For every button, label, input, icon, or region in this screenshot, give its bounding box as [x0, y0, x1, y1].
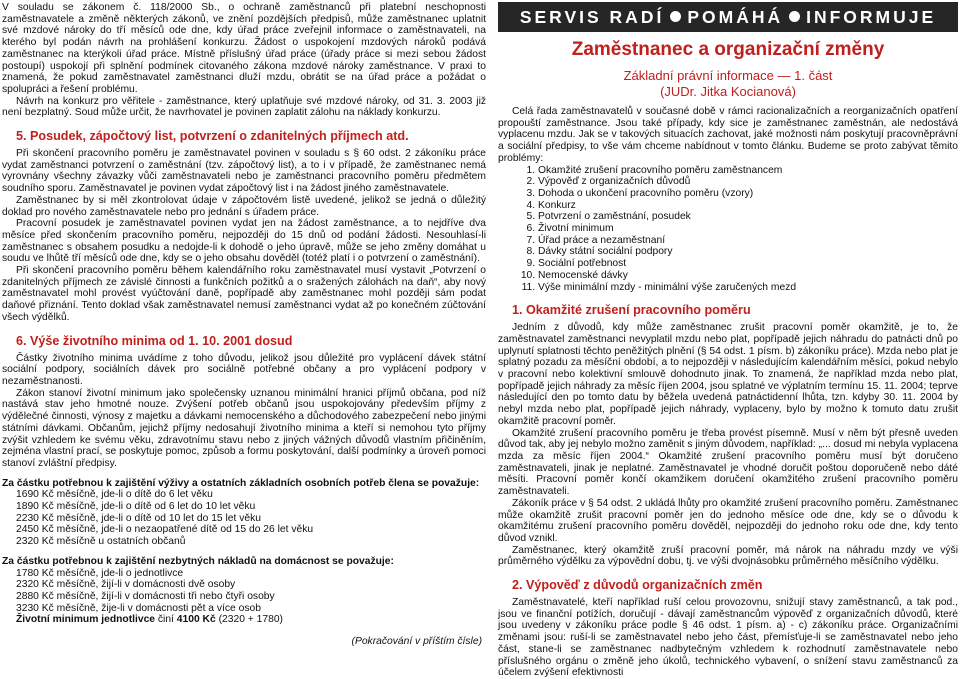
section-heading: 5. Posudek, zápočtový list, potvrzení o zdanitelných příjmech atd. [16, 129, 409, 144]
banner-word: SERVIS RADÍ [519, 7, 665, 27]
final-prefix: Životní minimum jednotlivce [16, 614, 156, 626]
article-title: Zaměstnanec a organizační změny [571, 39, 885, 60]
intro-paragraph: Celá řada zaměstnavatelů v současné době v rámci racionalizačních a reorganizačních opatření propouští zaměstnance. Jsou také případy, kdy sice je zaměstnanec zaměstnán, ale nedostává vyplacenu mzdu. Jak se v takových situacích zachovat, jaké možnosti nám poskytují pracovněprávní a sociální předpisy, to vše vám chceme nabídnout v tomto článku. Budeme se proto zabývat těmito problémy: [498, 106, 958, 164]
list-item: 8. Dávky státní sociální podpory [538, 246, 958, 258]
section-paragraph: Zákoník práce v § 54 odst. 2 ukládá lhůty pro okamžité zrušení pracovního poměru. Zaměstnanec může okamžitě zrušit pracovní poměr jen do jednoho měsíce ode dne, kdy se o důvodu k okamžitému zrušení pracovního poměru dověděl, nejpozději do jednoho roku ode dne, kdy tento důvod vznikl. [498, 497, 958, 544]
continuation-note: (Pokračování v příštím čísle) [351, 636, 482, 648]
list-item: 2230 Kč měsíčně, jde-li o dítě od 10 let do 15 let věku [16, 512, 261, 524]
household-heading: Za částku potřebnou k zajištění výživy a ostatních základních osobních potřeb člena se považuje: [2, 477, 480, 489]
final-middle: činí [155, 614, 177, 626]
list-item: 1690 Kč měsíčně, jde-li o dítě do 6 let věku [16, 489, 213, 501]
costs-heading: Za částku potřebnou k zajištění nezbytných nákladů na domácnost se považuje: [2, 555, 394, 567]
list-item: 1780 Kč měsíčně, jde-li o jednotlivce [16, 567, 184, 579]
banner-word: INFORMUJE [806, 7, 937, 27]
section-paragraph: Zaměstnanec, který okamžitě zruší pracovní poměr, má nárok na náhradu mzdy ve výši průměrného výdělku za výpovědní dobu, tj. ve výši dvojnásobku průměrného měsíčního výdělku. [498, 544, 958, 568]
list-item: 2450 Kč měsíčně, jde-li o nezaopatřené dítě od 15 do 26 let věku [16, 524, 314, 536]
list-item: 1. Okamžité zrušení pracovního poměru zaměstnancem [538, 165, 958, 177]
final-suffix: (2320 + 1780) [215, 614, 283, 626]
list-item: 2320 Kč měsíčně u ostatních občanů [16, 536, 186, 548]
list-item: 3. Dohoda o ukončení pracovního poměru (vzory) [538, 188, 958, 200]
list-item: 9. Sociální potřebnost [538, 258, 958, 270]
section-heading: 1. Okamžité zrušení pracovního poměru [512, 303, 751, 318]
list-item: 2880 Kč měsíčně, žijí-li v domácnosti tři nebo čtyři osoby [16, 590, 275, 602]
list-item: 2. Výpověď z organizačních důvodů [538, 176, 958, 188]
final-amount: 4100 Kč [176, 614, 216, 626]
left-column [2, 2, 486, 648]
section-heading: 2. Výpověď z důvodů organizačních změn [512, 578, 763, 593]
list-item: 6. Životní minimum [538, 223, 958, 235]
section-paragraph: Při skončení pracovního poměru je zaměstnavatel povinen v souladu s § 60 odst. 2 zákoníku práce vydat zaměstnanci potvrzení o zaměstnání (tzv. zápočtový list), a to i v případě, že zaměstnanec nemá vyrovnány všechny závazky vůči zaměstnavateli nebo je zaměstnanci pracovního poměru předmětem soudního sporu. Zaměstnavatel je povinen vydat zápočtový list i na žádost jiného zaměstnavatele. [2, 148, 486, 195]
final-amount-line [16, 614, 486, 626]
list-item: 11. Výše minimální mzdy - minimální výše zaručených mezd [538, 282, 958, 294]
section-banner [498, 2, 958, 32]
section-paragraph: Jedním z důvodů, kdy může zaměstnanec zrušit pracovní poměr okamžitě, je to, že zaměstnavatel zaměstnanci nevyplatil mzdu nebo plat, popřípadě jejich náhradu do patnácti dnů po uplynutí splatnosti těchto peněžitých plnění (§ 54 odst. 1 písm. b) zákoníku práce). Mzda nebo plat je splatný pozadu za měsíční období, a to nejpozději v následujícím kalendářním měsíci, pokud nebylo v pracovní nebo kolektivní smlouvě dohodnuto jinak. To znamená, že například mzda nebo plat, popřípadě jejich náhrady za měsíc říjen 2004, jsou splatné ve výplatním termínu 15. 11. 2004; teprve následující den po tomto datu by běžela uvedená patnáctidenní lhůta, tzn. kdyby 30. 11. 2004 by nebyl mzda nebo plat, popřípadě jejich náhrady, vyplaceny, bylo by možno k tomuto datu zrušit okamžitě pracovní poměr. [498, 322, 958, 427]
list-item: 5. Potvrzení o zaměstnání, posudek [538, 211, 958, 223]
section-heading: 6. Výše životního minima od 1. 10. 2001 dosud [16, 333, 293, 348]
list-item: 2320 Kč měsíčně, žijí-li v domácnosti dvě osoby [16, 579, 236, 591]
topics-list [498, 165, 958, 294]
section-paragraph: Okamžité zrušení pracovního poměru je třeba provést písemně. Musí v něm být přesně uveden důvod tak, aby jej nebylo možno zaměnit s jiným důvodem, například: „... dosud mi nebyla vyplacena mzda za měsíc říjen 2004.“ Okamžité zrušení pracovního poměru musí být doručeno zaměstnavateli, jinak je neplatné. Zaměstnavatel je vhodné doručit poštou doporučeně nebo dáté měsíti. Pracovní poměr končí okamžikem doručení okamžitého zrušení pracovního poměru zaměstnavateli. [498, 427, 958, 498]
bullet-dot-icon [789, 11, 800, 22]
list-item: 1890 Kč měsíčně, jde-li o dítě od 6 let do 10 let věku [16, 501, 256, 513]
article-author: (JUDr. Jitka Kocianová) [660, 84, 796, 99]
intro-paragraph: Návrh na konkurz pro věřitele - zaměstnance, který uplatňuje své mzdové nároky, od 31. 3. 2003 již není bezplatný. Soud může určit, že navrhovatel je povinen zaplatit zálohu na náklady konkurzu. [2, 95, 486, 119]
household-list [16, 489, 486, 548]
bullet-dot-icon [670, 11, 681, 22]
list-item: 7. Úřad práce a nezaměstnaní [538, 235, 958, 247]
section-paragraph: Zaměstnavatelé, kteří například ruší celou provozovnu, snižují stavy zaměstnanců, a tak pod., jsou ve finanční potížích, doručují - dávají zaměstnancům výpověď z organizačních důvodů, které jsou uvedeny v zákoníku práce podle § 46 odst. 1 písm. a) - c) zákoníku práce. Organizačními změnami jsou: ruší-li se zaměstnavatel nebo jeho část, přemísťuje-li se zaměstnavatel nebo jeho část, stane-li se zaměstnanec nadbytečným vzhledem k rozhodnutí zaměstnavatele nebo příslušného orgánu o změně jeho úkolů, technického vybavení, o snížení stavu zaměstnanců za účelem zvýšení efektivnosti [498, 597, 958, 679]
article-subtitle: Základní právní informace — 1. část [623, 68, 833, 83]
list-item: 3230 Kč měsíčně, žije-li v domácnosti pět a více osob [16, 602, 261, 614]
section-paragraph: Zákon stanoví životní minimum jako společensky uznanou minimální hranici příjmů občana, pod níž nastává stav jeho hmotné nouze. Zvýšení potřeb občanů jsou uspokojovány především příjmy z výdělečné činnosti, výnosy z majetku a dávkami nemocenského a důchodového zabezpečení nebo jinými státními dávkami. Občanům, jejichž příjmy nedosahují životního minima a kteří si nemohou tyto příjmy zvýšit vzhledem ke svému věku, zdravotnímu stavu nebo z jiných vážných důvodů vlastním přičiněním, zejména vlastní prací, se poskytuje pomoc, způsob a formu poskytování, další podmínky a úroveň pomoci stanoví zvláštní předpisy. [2, 387, 486, 469]
intro-paragraph: V souladu se zákonem č. 118/2000 Sb., o ochraně zaměstnanců při platební neschopnosti zaměstnavatele a změně některých zákonů, ve znění pozdějších předpisů, může zaměstnanec uplatnit své mzdové nároky do tří měsíců ode dne, kdy úřad práce zveřejnil informace o zaměstnavateli, na kterého byl podán návrh na prohlášení konkurzu. Žádost o uspokojení mzdových nároků podává zaměstnanec na kterýkoli úřad práce. Místně příslušný úřad práce (úřady práce si mezi sebou žádost postoupí) uspokojí při splnění podmínek citovaného zákona mzdové nároky zaměstnance. V praxi to znamená, že pokud zaměstnavatel zaměstnanci dluží mzdu, obrátit se na úřad práce a požádat o spolupráci a řešení problému. [2, 2, 486, 95]
section-paragraph: Při skončení pracovního poměru během kalendářního roku zaměstnavatel musí vystavit „Potvrzení o zdanitelných příjmech ze závislé činnosti a funkčních požitků a o sražených zálohách na daň“, aby nový zaměstnavatel mohl provést vyúčtování daně, popřípadě aby zaměstnanec mohl později sám podat daňové přiznání. Tento doklad však zaměstnavatel nemusí zaměstnanci vydat až po konečném zúčtování všech výdělků. [2, 265, 486, 323]
right-column [498, 2, 958, 679]
section-paragraph: Zaměstnanec by si měl zkontrolovat údaje v zápočtovém listě uvedené, jelikož se jedná o důležitý doklad pro nového zaměstnavatele nebo pro jednání s úřadem práce. [2, 194, 486, 218]
section-paragraph: Částky životního minima uvádíme z toho důvodu, jelikož jsou důležité pro vyplácení dávek státní sociální podpory, sociálních dávek pro sociálně potřebné občany a pro vyplácení podpory v nezaměstnanosti. [2, 352, 486, 387]
costs-list [16, 568, 486, 627]
list-item: 10. Nemocenské dávky [538, 270, 958, 282]
list-item: 4. Konkurz [538, 200, 958, 212]
banner-word: POMÁHÁ [687, 7, 784, 27]
section-paragraph: Pracovní posudek je zaměstnavatel povinen vydat jen na žádost zaměstnance, a to nejdříve dva měsíce před skončením pracovního poměru, nejpozději do 15 dnů od podání žádosti. Nesouhlasí-li zaměstnanec s obsahem posudku a nedojde-li k dohodě o jeho úpravě, může se jeho změny domáhat u soudu ve lhůtě tří měsíců ode dne, kdy se o jeho obsahu dověděl (totéž platí i o potvrzení o zaměstnání). [2, 218, 486, 265]
